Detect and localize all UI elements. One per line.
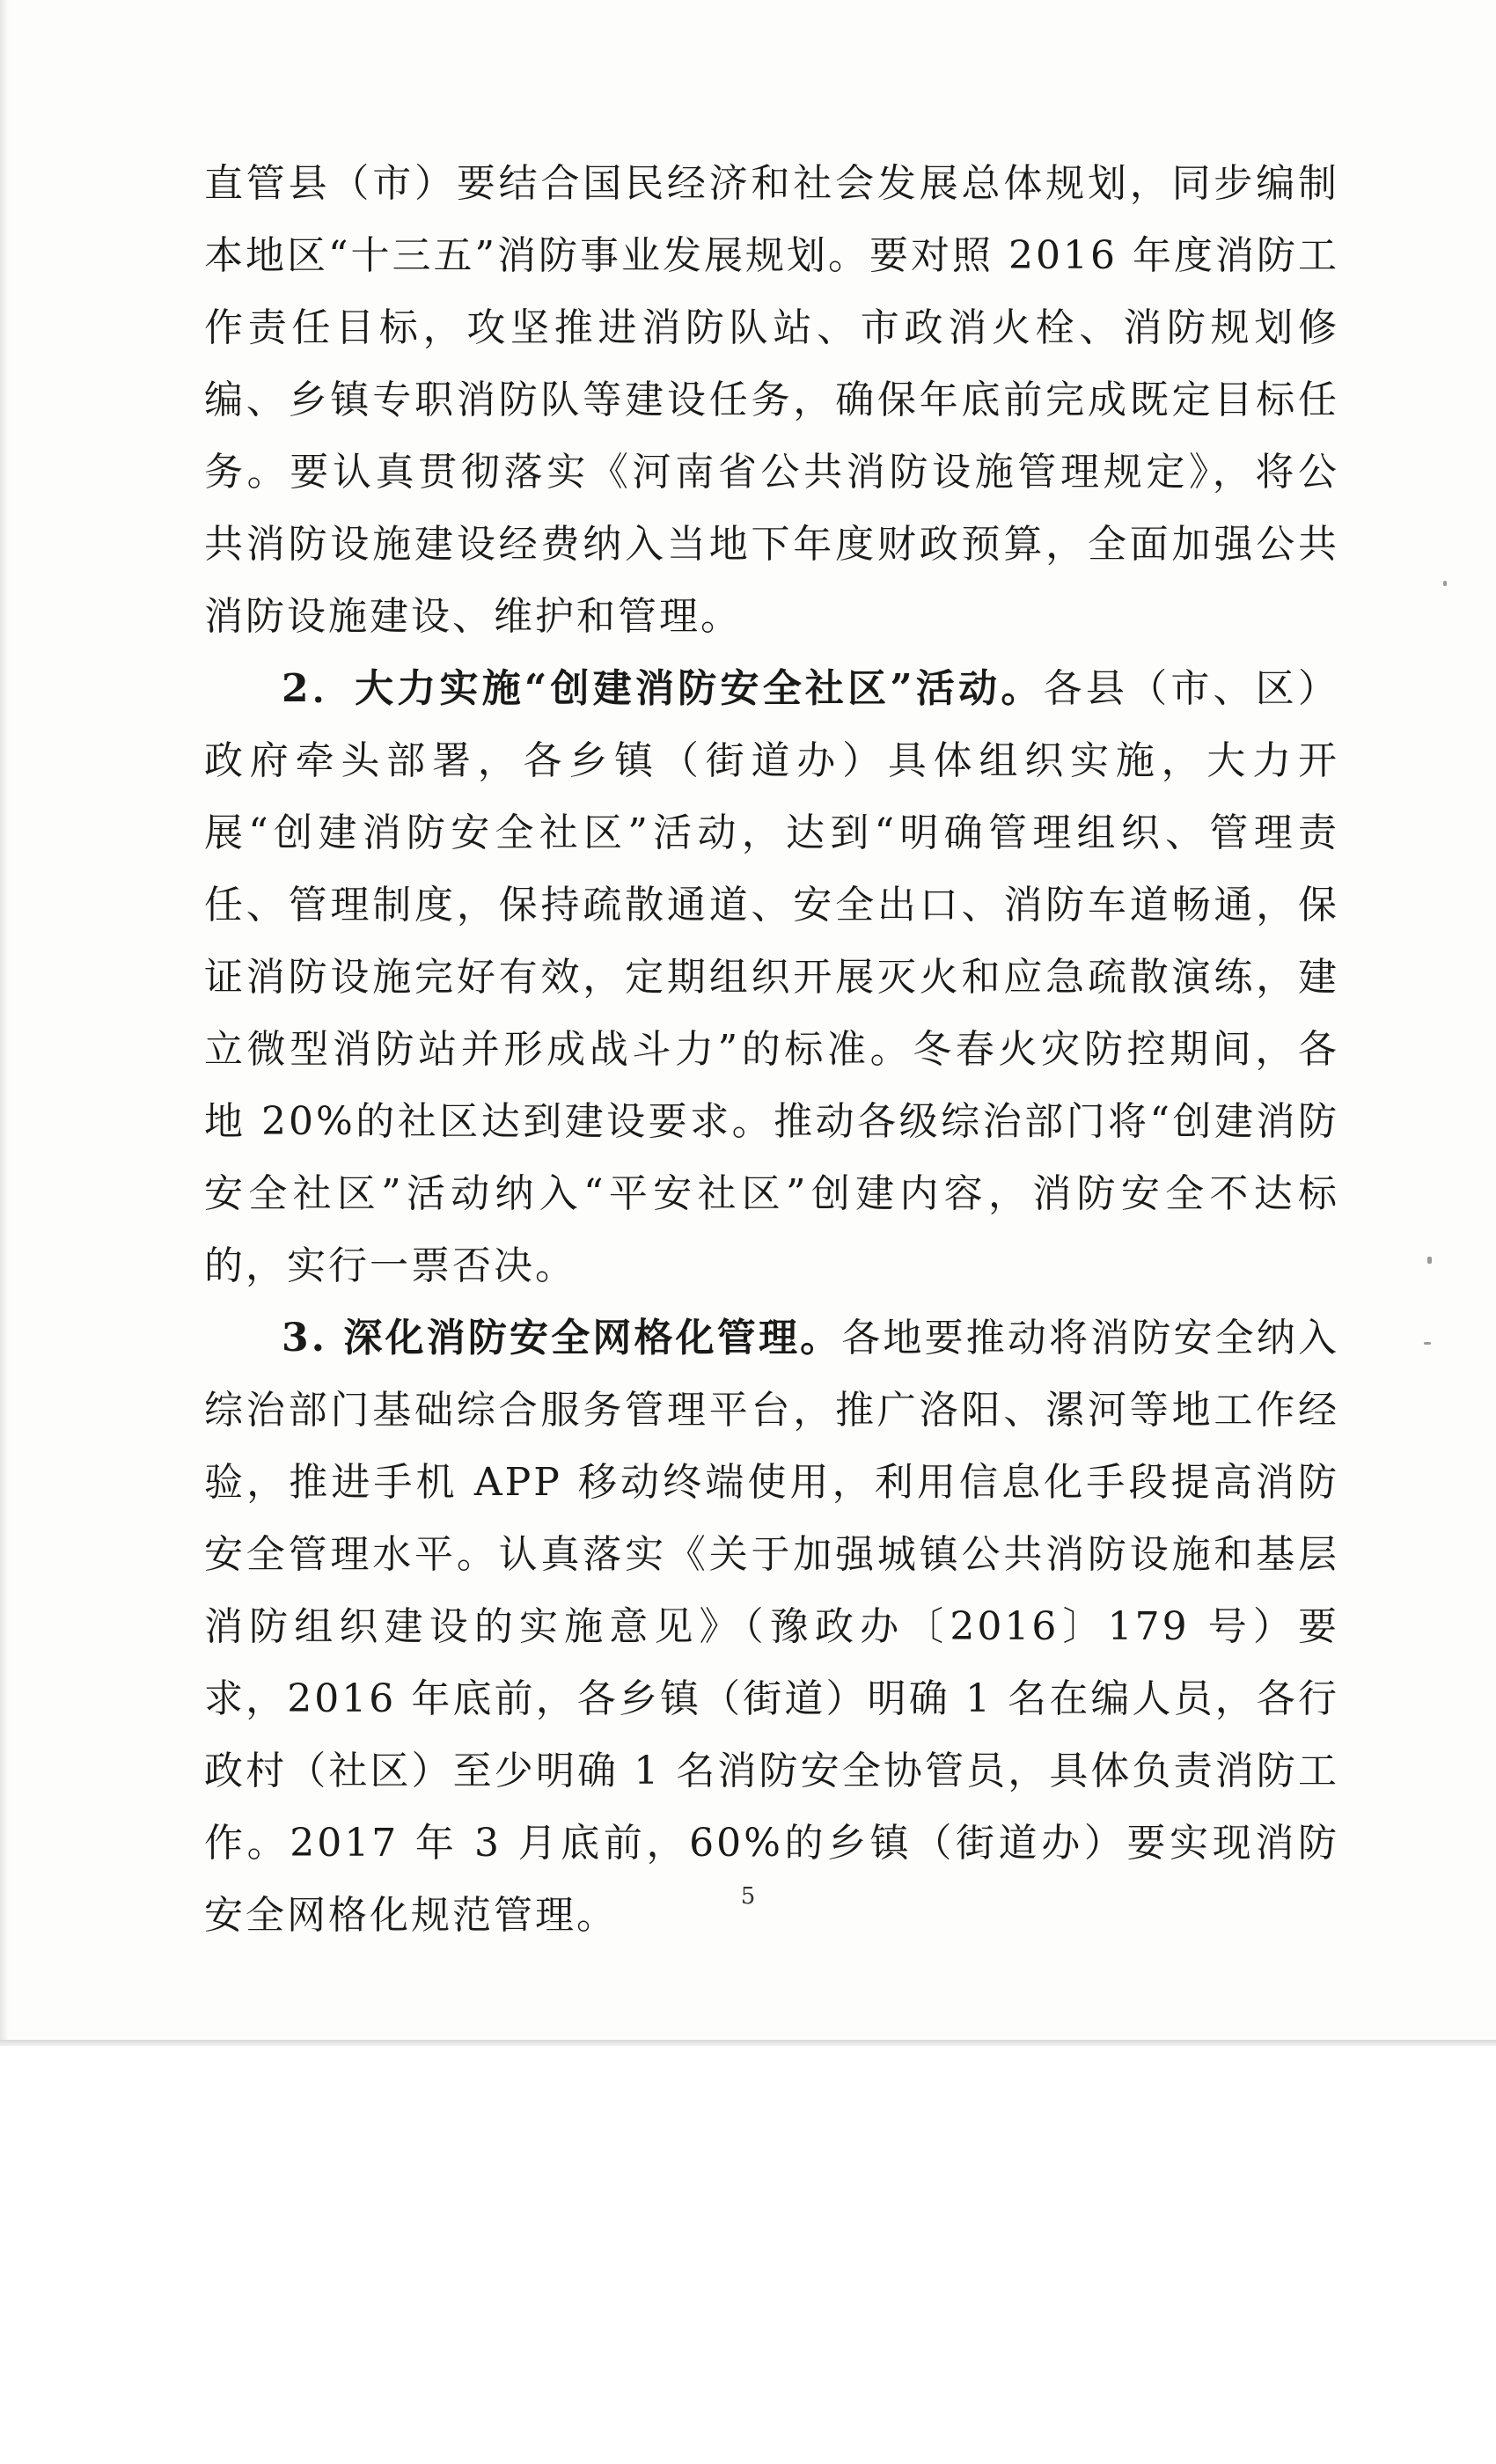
scan-speck [1427,1257,1432,1264]
paragraph-3 [204,1302,1339,1952]
paragraph-2-heading: 2．大力实施“创建消防安全社区”活动。 [282,666,1044,711]
body-text [204,148,1339,1952]
paragraph-2 [204,653,1339,1302]
scan-speck [1443,581,1447,586]
paragraph-1-text: 直管县（市）要结合国民经济和社会发展总体规划，同步编制本地区“十三五”消防事业发展规划。要对照 2016 年度消防工作责任目标，攻坚推进消防队站、市政消火栓、消防规划修编、乡镇专职消防队等建设任务，确保年底前完成既定目标任务。要认真贯彻落实《河南省公共消防设施管理规定》，将公共消防设施建设经费纳入当地下年度财政预算，全面加强公共消防设施建设、维护和管理。 [204,161,1339,639]
scan-speck [1424,1342,1431,1345]
paragraph-2-text: 各县（市、区）政府牵头部署，各乡镇（街道办）具体组织实施，大力开展“创建消防安全社区”活动，达到“明确管理组织、管理责任、管理制度，保持疏散通道、安全出口、消防车道畅通，保证消防设施完好有效，定期组织开展灭火和应急疏散演练，建立微型消防站并形成战斗力”的标准。冬春火灾防控期间，各地 20%的社区达到建设要求。推动各级综治部门将“创建消防安全社区”活动纳入“平安社区”创建内容，消防安全不达标的，实行一票否决。 [204,666,1340,1288]
paragraph-1 [204,148,1339,653]
page-number: 5 [740,1883,756,1910]
paragraph-3-text: 各地要推动将消防安全纳入综治部门基础综合服务管理平台，推广洛阳、漯河等地工作经验，推进手机 APP 移动终端使用，利用信息化手段提高消防安全管理水平。认真落实《关于加强城镇公共消防设施和基层消防组织建设的实施意见》（豫政办〔2016〕179 号）要求，2016 年底前，各乡镇（街道）明确 1 名在编人员，各行政村（社区）至少明确 1 名消防安全协管员，具体负责消防工作。2017 年 3 月底前，60%的乡镇（街道办）要实现消防安全网格化规范管理。 [204,1316,1339,1938]
page-left-shadow [0,0,9,2046]
page-bottom-edge [0,2040,1496,2046]
paragraph-3-heading: 3. 深化消防安全网格化管理。 [282,1316,842,1360]
